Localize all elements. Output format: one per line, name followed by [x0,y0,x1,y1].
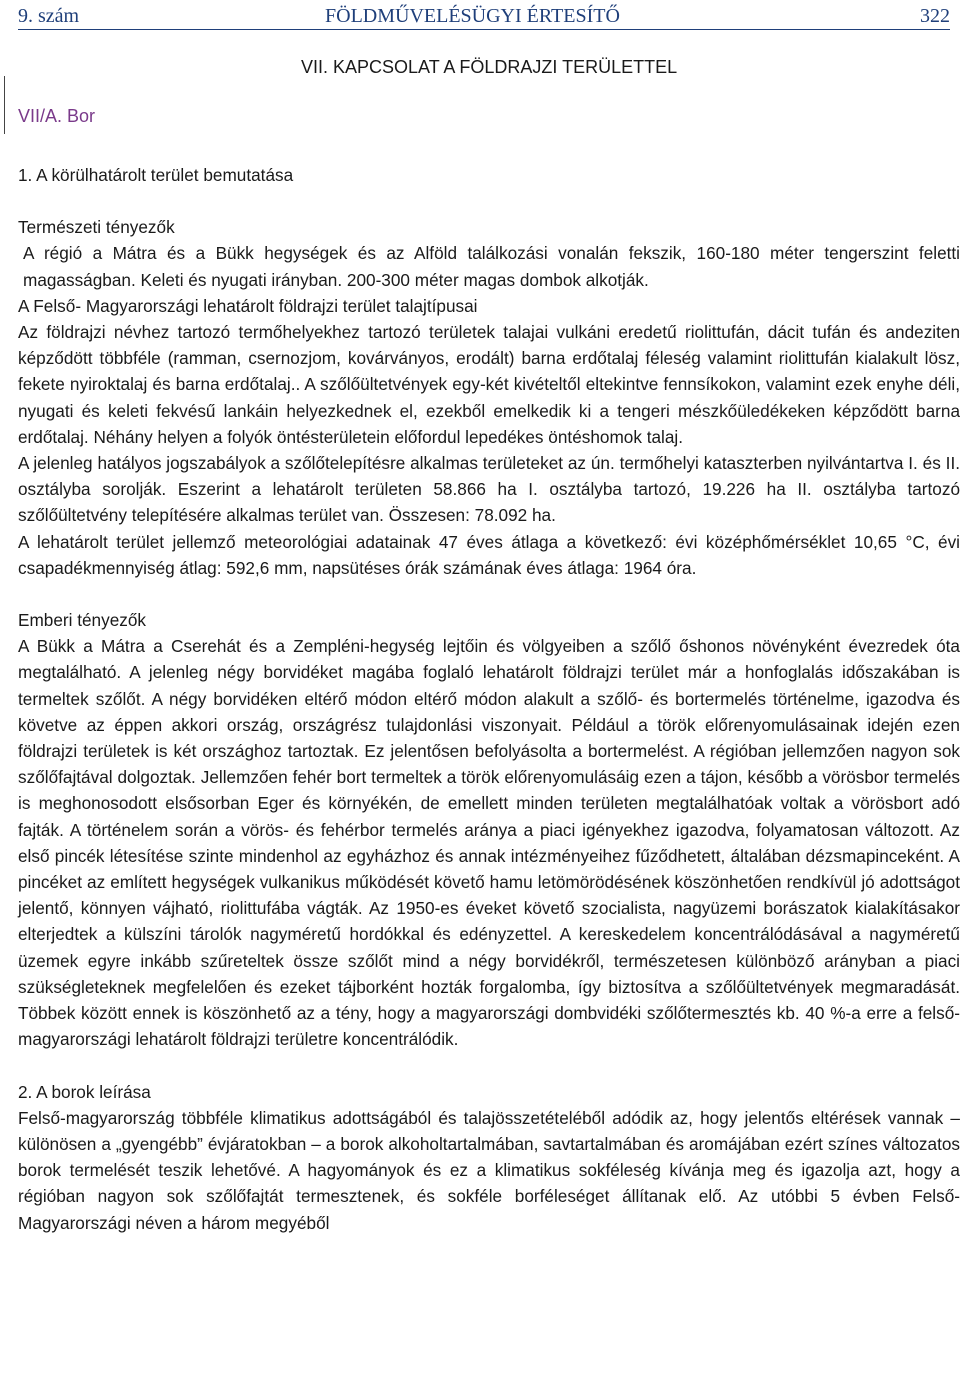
heading-human-factors: Emberi tényezők [18,610,147,631]
paragraph-history: A Bükk a Mátra a Cserehát és a Zempléni-hegység lejtőin és völgyeiben a szőlő őshonos növényként évezredek óta megtalálható. A jelenleg négy borvidéket magába foglaló lehatárolt földrajzi terület már a honfoglalás időszakában is termeltek szőlőt. A négy borvidéken eltérő módon eltérő módon alakult a szőlő- és bortermelés történelme, igazodva és követve az éppen akkori ország, országrész tulajdonlási viszonyait. Például a török előrenyomulásainak idején ezen földrajzi területek is két országhoz tartoztak. Ez jelentősen befolyásolta a bortermelést. A régióban jellemzően nagyon sok szőlőfajtával dolgoztak. Jellemzően fehér bort termeltek a török előrenyomulásáig ezen a tájon, később a vörösbor termelés is meghonosodott elsősorban Eger és környékén, de emellett minden területen megtalálhatóak voltak a vörösbort adó fajták. A történelem során a vörös- és fehérbor termelés aránya a piaci igényekhez igazodva, folyamatosan változott. Az első pincék létesítése szinte mindenhol az egyházhoz és annak intézményeihez fűződhetett, általában dézsmapinceként. A pincéket az említett hegységek vulkanikus működését követő hamu letömörödésének köszönhetően rendkívül jó adottságot jelentő, könnyen vájható, riolittufába vágták. Az 1950-es éveket követő szocialista, nagyüzemi borászatok kialakításakor elterjedtek a külszíni tárolók nagyméretű hordókkal és edényzettel. A kereskedelem koncentrálódásával a nagyméretű üzemek egyre inkább szűreteltek össze szőlőt mind a négy borvidékről, természetesen különböző arányban a piaci szükségleteknek megfelelően és ezeket tájborként hozták forgalomba, így biztosítva a szőlőültetvények megmaradását. Többek között ennek is köszönhető az a tény, hogy a magyarországi dombvidéki szőlőtermesztés kb. 40 %-a erre a felső-magyarországi lehatárolt földrajzi területre koncentrálódik. [18,636,960,1050]
paragraph-wine-description: Felső-magyarország többféle klimatikus adottságából és talajösszetételéből adódik az, hogy jelentős eltérések vannak – különösen a „gyengébb” évjáratokban – a borok alkoholtartalmában, savtartalmában és aromájában ezért színes változatos borok termelését teszik lehetővé. A hagyományok és ez a klimatikus sokféleség kívánja meg és igazolja azt, hogy a régióban nagyon sok szőlőfajtát termesztenek, és sokféle borféleséget állítanak elő. Az utóbbi 5 évben Felső-Magyarországi néven a három megyéből [18,1107,960,1233]
document-body [18,162,960,1236]
margin-change-bar [4,76,5,134]
heading-natural-factors: Természeti tényezők [18,217,175,238]
subsection-heading: VII/A. Bor [18,106,96,126]
spacer [18,1053,960,1079]
paragraph-soil-types-title: A Felső- Magyarországi lehatárolt földrajzi terület talajtípusai [18,295,478,316]
heading-area-description: 1. A körülhatárolt terület bemutatása [18,165,294,185]
running-header [18,3,950,30]
spacer [18,188,960,214]
section-title: VII. KAPCSOLAT A FÖLDRAJZI TERÜLETTEL [301,57,678,77]
spacer [18,581,960,607]
heading-wine-description: 2. A borok leírása [18,1081,151,1102]
paragraph-cadastre: A jelenleg hatályos jogszabályok a szőlőtelepítésre alkalmas területeket az ún. termőhelyi kataszterben nyilvántartva I. és II. osztályba sorolják. Eszerint a lehatárolt területen 58.866 ha I. osztályba tartozó, 19.226 ha II. osztályba tartozó szőlőültetvény telepítésére alkalmas terület van. Összesen: 78.092 ha. [18,453,960,526]
journal-title: FÖLDMŰVELÉSÜGYI ÉRTESÍTŐ [325,5,620,27]
paragraph-region-location: A régió a Mátra és a Bükk hegységek és az Alföld találkozási vonalán fekszik, 160-180 méter tengerszint feletti magasságban. Keleti és nyugati irányban. 200-300 méter magas dombok alkotják. [23,243,960,290]
issue-number: 9. szám [18,5,80,27]
paragraph-soils: Az földrajzi névhez tartozó termőhelyekhez tartozó területek talajai vulkáni eredetű riolittufán, dácit tufán és andeziten képződött többféle (ramman, csernozjom, kovárványos, erodált) barna erdőtalaj féleség valamint riolittufán kialakult lösz, fekete nyiroktalaj és barna erdőtalaj.. A szőlőültetvények egy-két kivételtől eltekintve fennsíkokon, valamint ezek enyhe déli, nyugati és keleti fekvésű lankáin helyezkednek el, ezekből emelkedik ki a tengeri mészkőüledékeken képződött barna erdőtalaj. Néhány helyen a folyók öntésterületein előfordul lepedékes öntéshomok talaj. [18,322,960,447]
paragraph-climate: A lehatárolt terület jellemző meteorológiai adatainak 47 éves átlaga a következő: évi középhőmérséklet 10,65 °C, évi csapadékmennyiség átlag: 592,6 mm, napsütéses órák számának éves átlaga: 1964 óra. [18,531,960,578]
page-number: 322 [920,5,950,27]
